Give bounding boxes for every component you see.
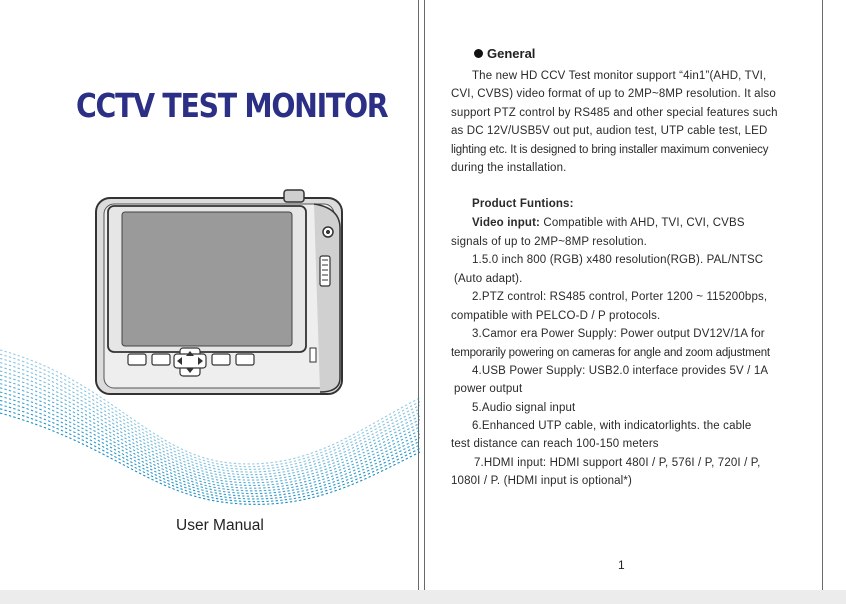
function-line: temporarily powering on cameras for angle and zoom adjustment <box>451 347 770 359</box>
general-heading: General <box>474 46 535 61</box>
function-line: 2.PTZ control: RS485 control, Porter 1200 ~ 115200bps, <box>472 291 768 303</box>
cover-title: CCTV TEST MONITOR <box>76 86 388 125</box>
viewer-bottom-strip <box>0 590 846 604</box>
functions-heading: Product Funtions: <box>472 198 574 210</box>
general-line: CVI, CVBS) video format of up to 2MP~8MP resolution. It also <box>451 88 776 100</box>
video-input-label: Video input: <box>472 217 541 229</box>
general-line: during the installation. <box>451 162 567 174</box>
function-line: 1.5.0 inch 800 (RGB) x480 resolution(RGB). PAL/NTSC <box>472 254 764 266</box>
general-line: as DC 12V/USB5V out put, audion test, UTP cable test, LED <box>451 125 768 137</box>
function-line: Video input: Compatible with AHD, TVI, CVI, CVBS <box>472 217 745 229</box>
function-line: power output <box>454 383 523 395</box>
page-number: 1 <box>618 558 625 572</box>
general-line: The new HD CCV Test monitor support “4in1”(AHD, TVI, <box>472 70 767 82</box>
function-line: test distance can reach 100-150 meters <box>451 438 659 450</box>
function-line: 3.Camor era Power Supply: Power output DV12V/1A for <box>472 328 765 340</box>
function-line: 7.HDMI input: HDMI support 480I / P, 576I / P, 720I / P, <box>474 457 761 469</box>
function-line: compatible with PELCO-D / P protocols. <box>451 310 661 322</box>
cover-page <box>0 0 420 590</box>
function-line: (Auto adapt). <box>454 273 523 285</box>
function-line: signals of up to 2MP~8MP resolution. <box>451 236 648 248</box>
function-line: 4.USB Power Supply: USB2.0 interface provides 5V / 1A <box>472 365 769 377</box>
monitor-illustration <box>94 188 348 402</box>
general-line: support PTZ control by RS485 and other special features such <box>451 107 778 119</box>
bullet-icon <box>474 49 483 58</box>
cover-subtitle: User Manual <box>176 517 264 534</box>
function-line: 6.Enhanced UTP cable, with indicatorlights. the cable <box>472 420 752 432</box>
function-line: 5.Audio signal input <box>472 402 576 414</box>
content-page <box>424 0 824 590</box>
function-line: 1080I / P. (HDMI input is optional*) <box>451 475 632 487</box>
general-line: lighting etc. It is designed to bring installer maximum conveniecy <box>451 144 769 156</box>
